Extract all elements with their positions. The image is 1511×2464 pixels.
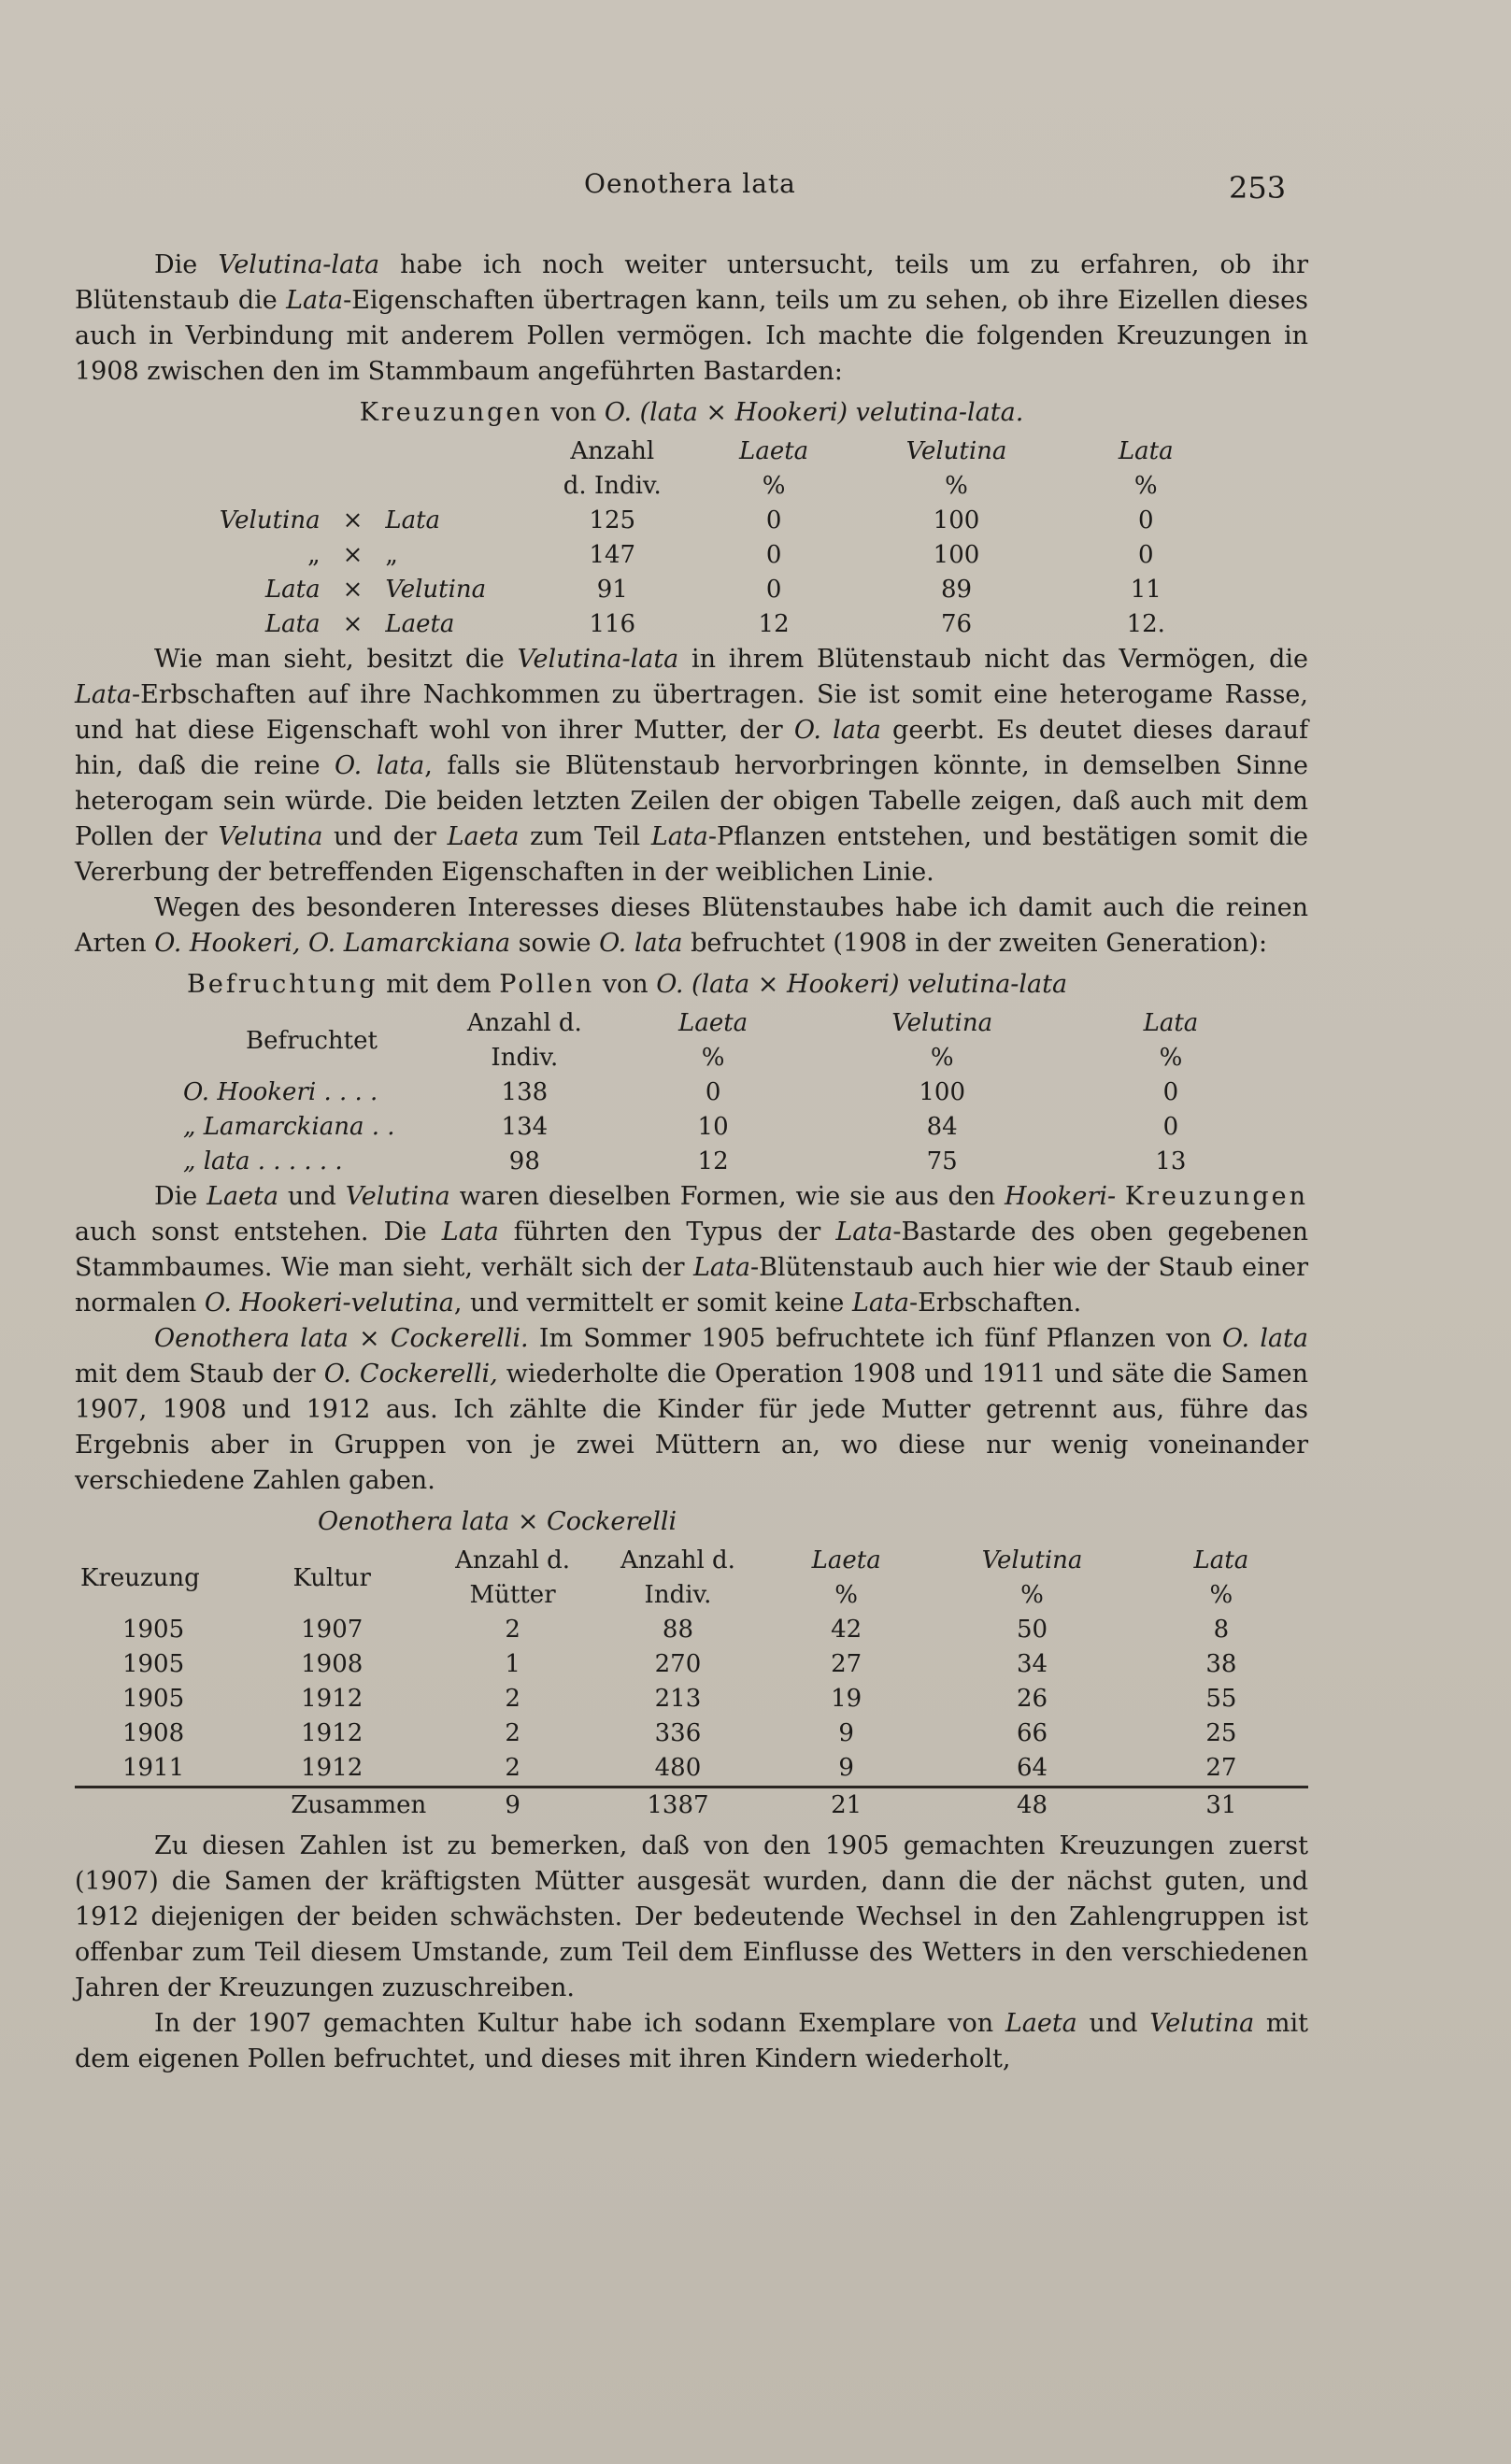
table-row: „ × „ 147 0 100 0 xyxy=(307,541,1154,569)
sum-label: Zusammen xyxy=(232,1787,432,1824)
table-1-velutina-lata-crosses xyxy=(196,434,1243,642)
table-row: Lata × Velutina 91 0 89 11 xyxy=(264,576,1162,604)
col-anzahl: Anzahl xyxy=(570,437,655,465)
table-row: 1905 1907 2 88 42 50 8 xyxy=(121,1616,1230,1644)
paragraph-3: Wegen des besonderen Interesses dieses Blütenstaubes habe ich damit auch die reinen Arten O. Hookeri, O. Lamarckiana sowie O. lata befruchtet (1908 in der zweiten Generation): xyxy=(75,893,1308,958)
table-3-lata-cockerelli xyxy=(75,1544,1308,1823)
table-row: Lata × Laeta 116 12 76 12. xyxy=(264,610,1165,638)
col-velutina: Velutina xyxy=(891,1009,993,1037)
col-velutina: Velutina xyxy=(981,1546,1083,1574)
col-lata: Lata xyxy=(1193,1546,1249,1574)
table-row: 1911 1912 2 480 9 64 27 xyxy=(121,1754,1237,1782)
col-laeta: Laeta xyxy=(678,1009,748,1037)
table-1-subheader-row: d. Indiv. % % % xyxy=(563,472,1158,500)
table-row: Velutina × Lata 125 0 100 0 xyxy=(219,506,1154,534)
table-2-pollen-fertilization xyxy=(178,1006,1280,1179)
table-1-caption: Kreuzungen von O. (lata × Hookeri) velutina-lata. xyxy=(359,398,1024,427)
paragraph-1: Die Velutina-lata habe ich noch weiter untersucht, teils um zu erfahren, ob ihr Blütenstaub die Lata-Eigenschaften übertragen kann, teils um zu sehen, ob ihre Eizellen dieses auch in Verbindung mit anderem Pollen vermögen. Ich machte die folgenden Kreuzungen in 1908 zwischen den im Stammbaum angeführten Bastarden: xyxy=(75,250,1309,386)
table-row: 1905 1908 1 270 27 34 38 xyxy=(121,1650,1237,1678)
col-velutina: Velutina xyxy=(905,437,1007,465)
col-lata: Lata xyxy=(1118,437,1174,465)
table-1-header-row xyxy=(196,434,1243,469)
col-befruchtet: Befruchtet xyxy=(246,1026,378,1055)
page-number: 253 xyxy=(1229,170,1287,206)
paragraph-2: Wie man sieht, besitzt die Velutina-lata in ihrem Blütenstaub nicht das Vermögen, die Lata-Erbschaften auf ihre Nachkommen zu übertragen. Sie ist somit eine heterogame Rasse, und hat diese Eigenschaft wohl von ihrer Mutter, der O. lata geerbt. Es deutet dieses darauf hin, daß die reine O. lata, falls sie Blütenstaub hervorbringen könnte, in demselben Sinne heterogam sein würde. Die beiden letzten Zeilen der obigen Tabelle zeigen, daß auch mit dem Pollen der Velutina und der Laeta zum Teil Lata-Pflanzen entstehen, und bestätigen somit die Vererbung der betreffenden Eigenschaften in der weiblichen Linie. xyxy=(75,645,1309,887)
page-header xyxy=(75,168,1290,215)
paragraph-4: Die Laeta und Velutina waren dieselben Formen, wie sie aus den Hookeri- Kreuzungen auch sonst entstehen. Die Lata führten den Typus der Lata-Bastarde des oben gegebenen Stammbaumes. Wie man sieht, verhält sich der Lata-Blütenstaub auch hier wie der Staub einer normalen O. Hookeri-velutina, und vermittelt er somit keine Lata-Erbschaften. xyxy=(75,1182,1309,1317)
col-indiv: Anzahl d. xyxy=(620,1546,735,1574)
col-laeta: Laeta xyxy=(811,1546,881,1574)
table-row: „ Lamarckiana . . 134 10 84 0 xyxy=(183,1113,1179,1141)
col-lata: Lata xyxy=(1143,1009,1199,1037)
paragraph-7: In der 1907 gemachten Kultur habe ich sodann Exemplare von Laeta und Velutina mit dem eigenen Pollen befruchtet, und dieses mit ihren Kindern wiederholt, xyxy=(75,2009,1309,2073)
table-row: „ lata . . . . . . 98 12 75 13 xyxy=(183,1147,1187,1175)
table-3-header-row xyxy=(75,1544,1308,1578)
table-2-header-row xyxy=(178,1006,1280,1041)
paragraph-5: Oenothera lata × Cockerelli. Im Sommer 1905 befruchtete ich fünf Pflanzen von O. lata mit dem Staub der O. Cockerelli, wiederholte die Operation 1908 und 1911 und säte die Samen 1907, 1908 und 1912 aus. Ich zählte die Kinder für jede Mutter getrennt aus, führe das Ergebnis aber in Gruppen von je zwei Müttern an, wo diese nur wenig voneinander verschiedene Zahlen gaben. xyxy=(75,1324,1308,1495)
paragraph-6: Zu diesen Zahlen ist zu bemerken, daß von den 1905 gemachten Kreuzungen zuerst (1907) die Samen der kräftigsten Mütter ausgesät wurden, dann die der nächst guten, und 1912 diejenigen der beiden schwächsten. Der bedeutende Wechsel in den Zahlengruppen ist offenbar zum Teil diesem Umstande, zum Teil dem Einflusse des Wetters in den verschiedenen Jahren der Kreuzungen zuzuschreiben. xyxy=(75,1831,1308,2002)
table-row: 1905 1912 2 213 19 26 55 xyxy=(121,1685,1237,1713)
table-3-sum-row: Zusammen 9 1387 21 48 31 xyxy=(75,1787,1308,1824)
table-3-caption: Oenothera lata × Cockerelli xyxy=(318,1507,677,1536)
table-2-subheader-row: Indiv. % % % xyxy=(491,1044,1183,1072)
col-anzahl: Anzahl d. xyxy=(466,1009,582,1037)
col-muetter: Anzahl d. xyxy=(455,1546,571,1574)
col-kultur: Kultur xyxy=(292,1563,371,1592)
table-row: O. Hookeri . . . . 138 0 100 0 xyxy=(183,1078,1179,1106)
table-row: 1908 1912 2 336 9 66 25 xyxy=(121,1719,1237,1747)
col-kreuzung: Kreuzung xyxy=(80,1563,200,1592)
running-title: Oenothera lata xyxy=(584,168,796,199)
page-body xyxy=(75,248,1308,2077)
col-laeta: Laeta xyxy=(739,437,809,465)
table-2-caption: Befruchtung mit dem Pollen von O. (lata × Hookeri) velutina-lata xyxy=(187,970,1068,999)
table-3-subheader-row: Mütter Indiv. % % % xyxy=(469,1581,1233,1609)
